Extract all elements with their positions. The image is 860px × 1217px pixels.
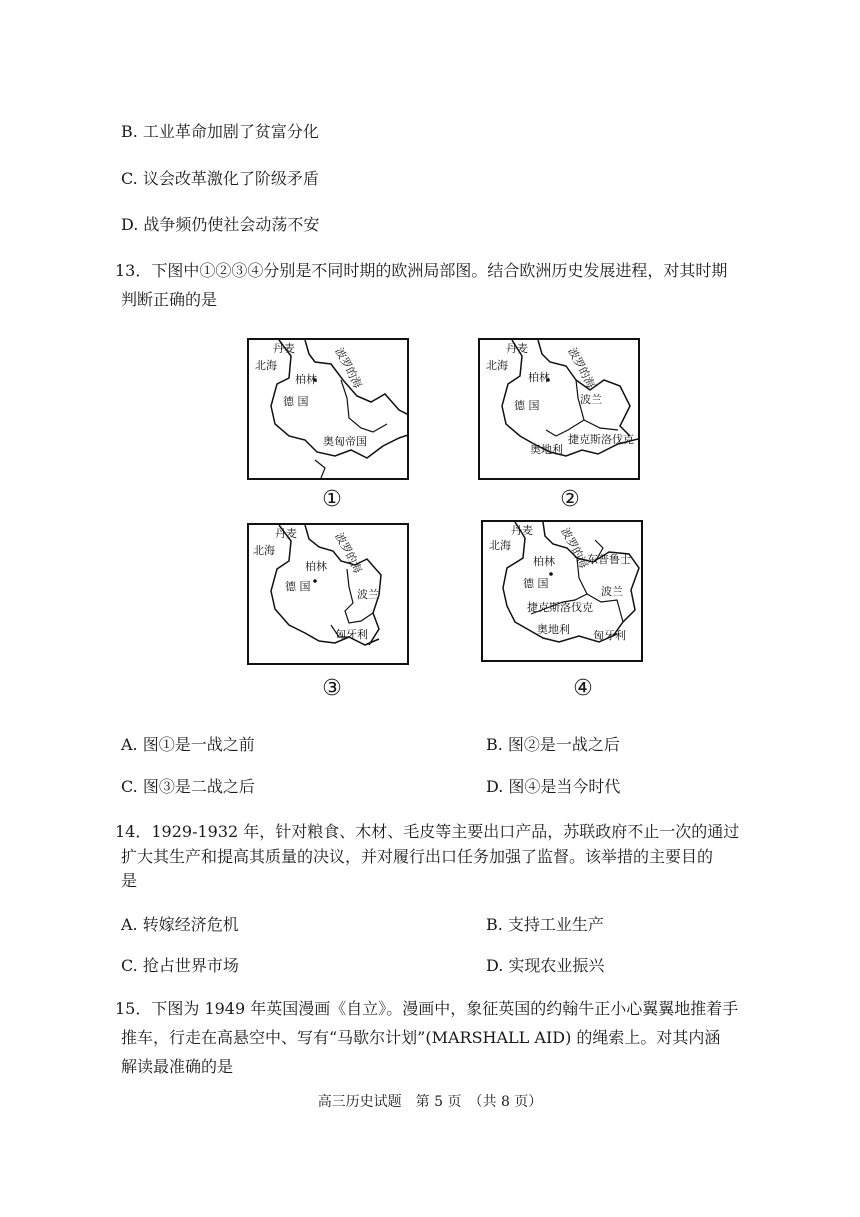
map-1-label-baltic: 波罗的海 [332,345,365,391]
map-3-label-berlin: 柏林 [305,560,327,573]
map-4 [481,520,643,662]
map-2-number: ② [560,487,580,512]
map-2-label-germany: 德 国 [514,399,540,412]
map-3-label-north-sea: 北海 [253,544,275,557]
q14-option-b: B. 支持工业生产 [486,915,604,934]
q15-stem-line2: 推车，行走在高悬空中、写有“马歇尔计划”(MARSHALL AID) 的绳索上。对其内涵 [121,1028,721,1047]
q12-option-c: C. 议会改革激化了阶级矛盾 [121,169,319,188]
map-2-label-austria: 奥地利 [530,443,563,456]
page-footer: 高三历史试题 第 5 页 （共 8 页） [317,1094,543,1110]
map-1 [247,338,409,480]
q14-stem-line3: 是 [121,871,138,890]
map-1-label-berlin: 柏林 [295,373,317,386]
map-4-label-poland: 波兰 [601,585,623,598]
q14-option-a: A. 转嫁经济危机 [121,915,239,934]
map-3-label-poland: 波兰 [357,588,379,601]
q13-stem-line1: 13．下图中①②③④分别是不同时期的欧洲局部图。结合欧洲历史发展进程，对其时期 [115,261,728,280]
map-4-label-north-sea: 北海 [489,539,511,552]
map-4-label-baltic: 波罗的海 [558,525,591,571]
map-1-label-austria-hungary: 奥匈帝国 [323,435,367,448]
map-3-label-baltic: 波罗的海 [332,530,365,576]
map-1-label-north-sea: 北海 [255,359,277,372]
map-3-number: ③ [322,676,342,701]
q14-stem-line1: 14．1929-1932 年，针对粮食、木材、毛皮等主要出口产品，苏联政府不止一次的通过 [115,822,740,841]
map-4-label-germany: 德 国 [523,577,549,590]
map-2-label-berlin: 柏林 [528,371,550,384]
q15-stem-line3: 解读最准确的是 [121,1057,234,1076]
map-2-label-czechoslovakia: 捷克斯洛伐克 [568,433,634,446]
map-4-label-czechoslovakia: 捷克斯洛伐克 [527,601,593,614]
map-2-label-baltic: 波罗的海 [565,345,598,391]
map-3-label-denmark: 丹麦 [275,527,297,540]
map-2-label-poland: 波兰 [580,393,602,406]
map-1-label-germany: 德 国 [283,395,309,408]
map-4-label-east-prussia: 东普鲁士 [587,553,631,566]
q13-option-c: C. 图③是二战之后 [121,777,255,796]
q14-option-d: D. 实现农业振兴 [486,956,605,975]
q14-option-c: C. 抢占世界市场 [121,956,239,975]
map-1-number: ① [322,487,342,512]
map-1-label-denmark: 丹麦 [273,342,295,355]
map-3 [247,523,409,665]
map-4-label-hungary: 匈牙利 [593,629,626,642]
q14-stem-line2: 扩大其生产和提高其质量的决议，并对履行出口任务加强了监督。该举措的主要目的 [121,847,714,866]
map-3-label-germany: 德 国 [285,580,311,593]
q13-option-b: B. 图②是一战之后 [486,735,620,754]
map-2 [478,338,640,480]
q13-option-a: A. 图①是一战之前 [121,735,255,754]
map-2-label-denmark: 丹麦 [506,342,528,355]
map-4-number: ④ [573,676,593,701]
map-4-label-berlin: 柏林 [533,555,555,568]
q12-option-b: B. 工业革命加剧了贫富分化 [121,122,319,141]
q12-option-d: D. 战争频仍使社会动荡不安 [121,215,320,234]
q15-stem-line1: 15．下图为 1949 年英国漫画《自立》。漫画中，象征英国的约翰牛正小心翼翼地推着手 [115,999,739,1018]
map-4-label-denmark: 丹麦 [511,524,533,537]
map-2-label-north-sea: 北海 [486,359,508,372]
q13-stem-line2: 判断正确的是 [121,290,218,309]
map-3-label-hungary: 匈牙利 [335,628,368,641]
map-4-label-austria: 奥地利 [537,623,570,636]
q13-option-d: D. 图④是当今时代 [486,777,621,796]
